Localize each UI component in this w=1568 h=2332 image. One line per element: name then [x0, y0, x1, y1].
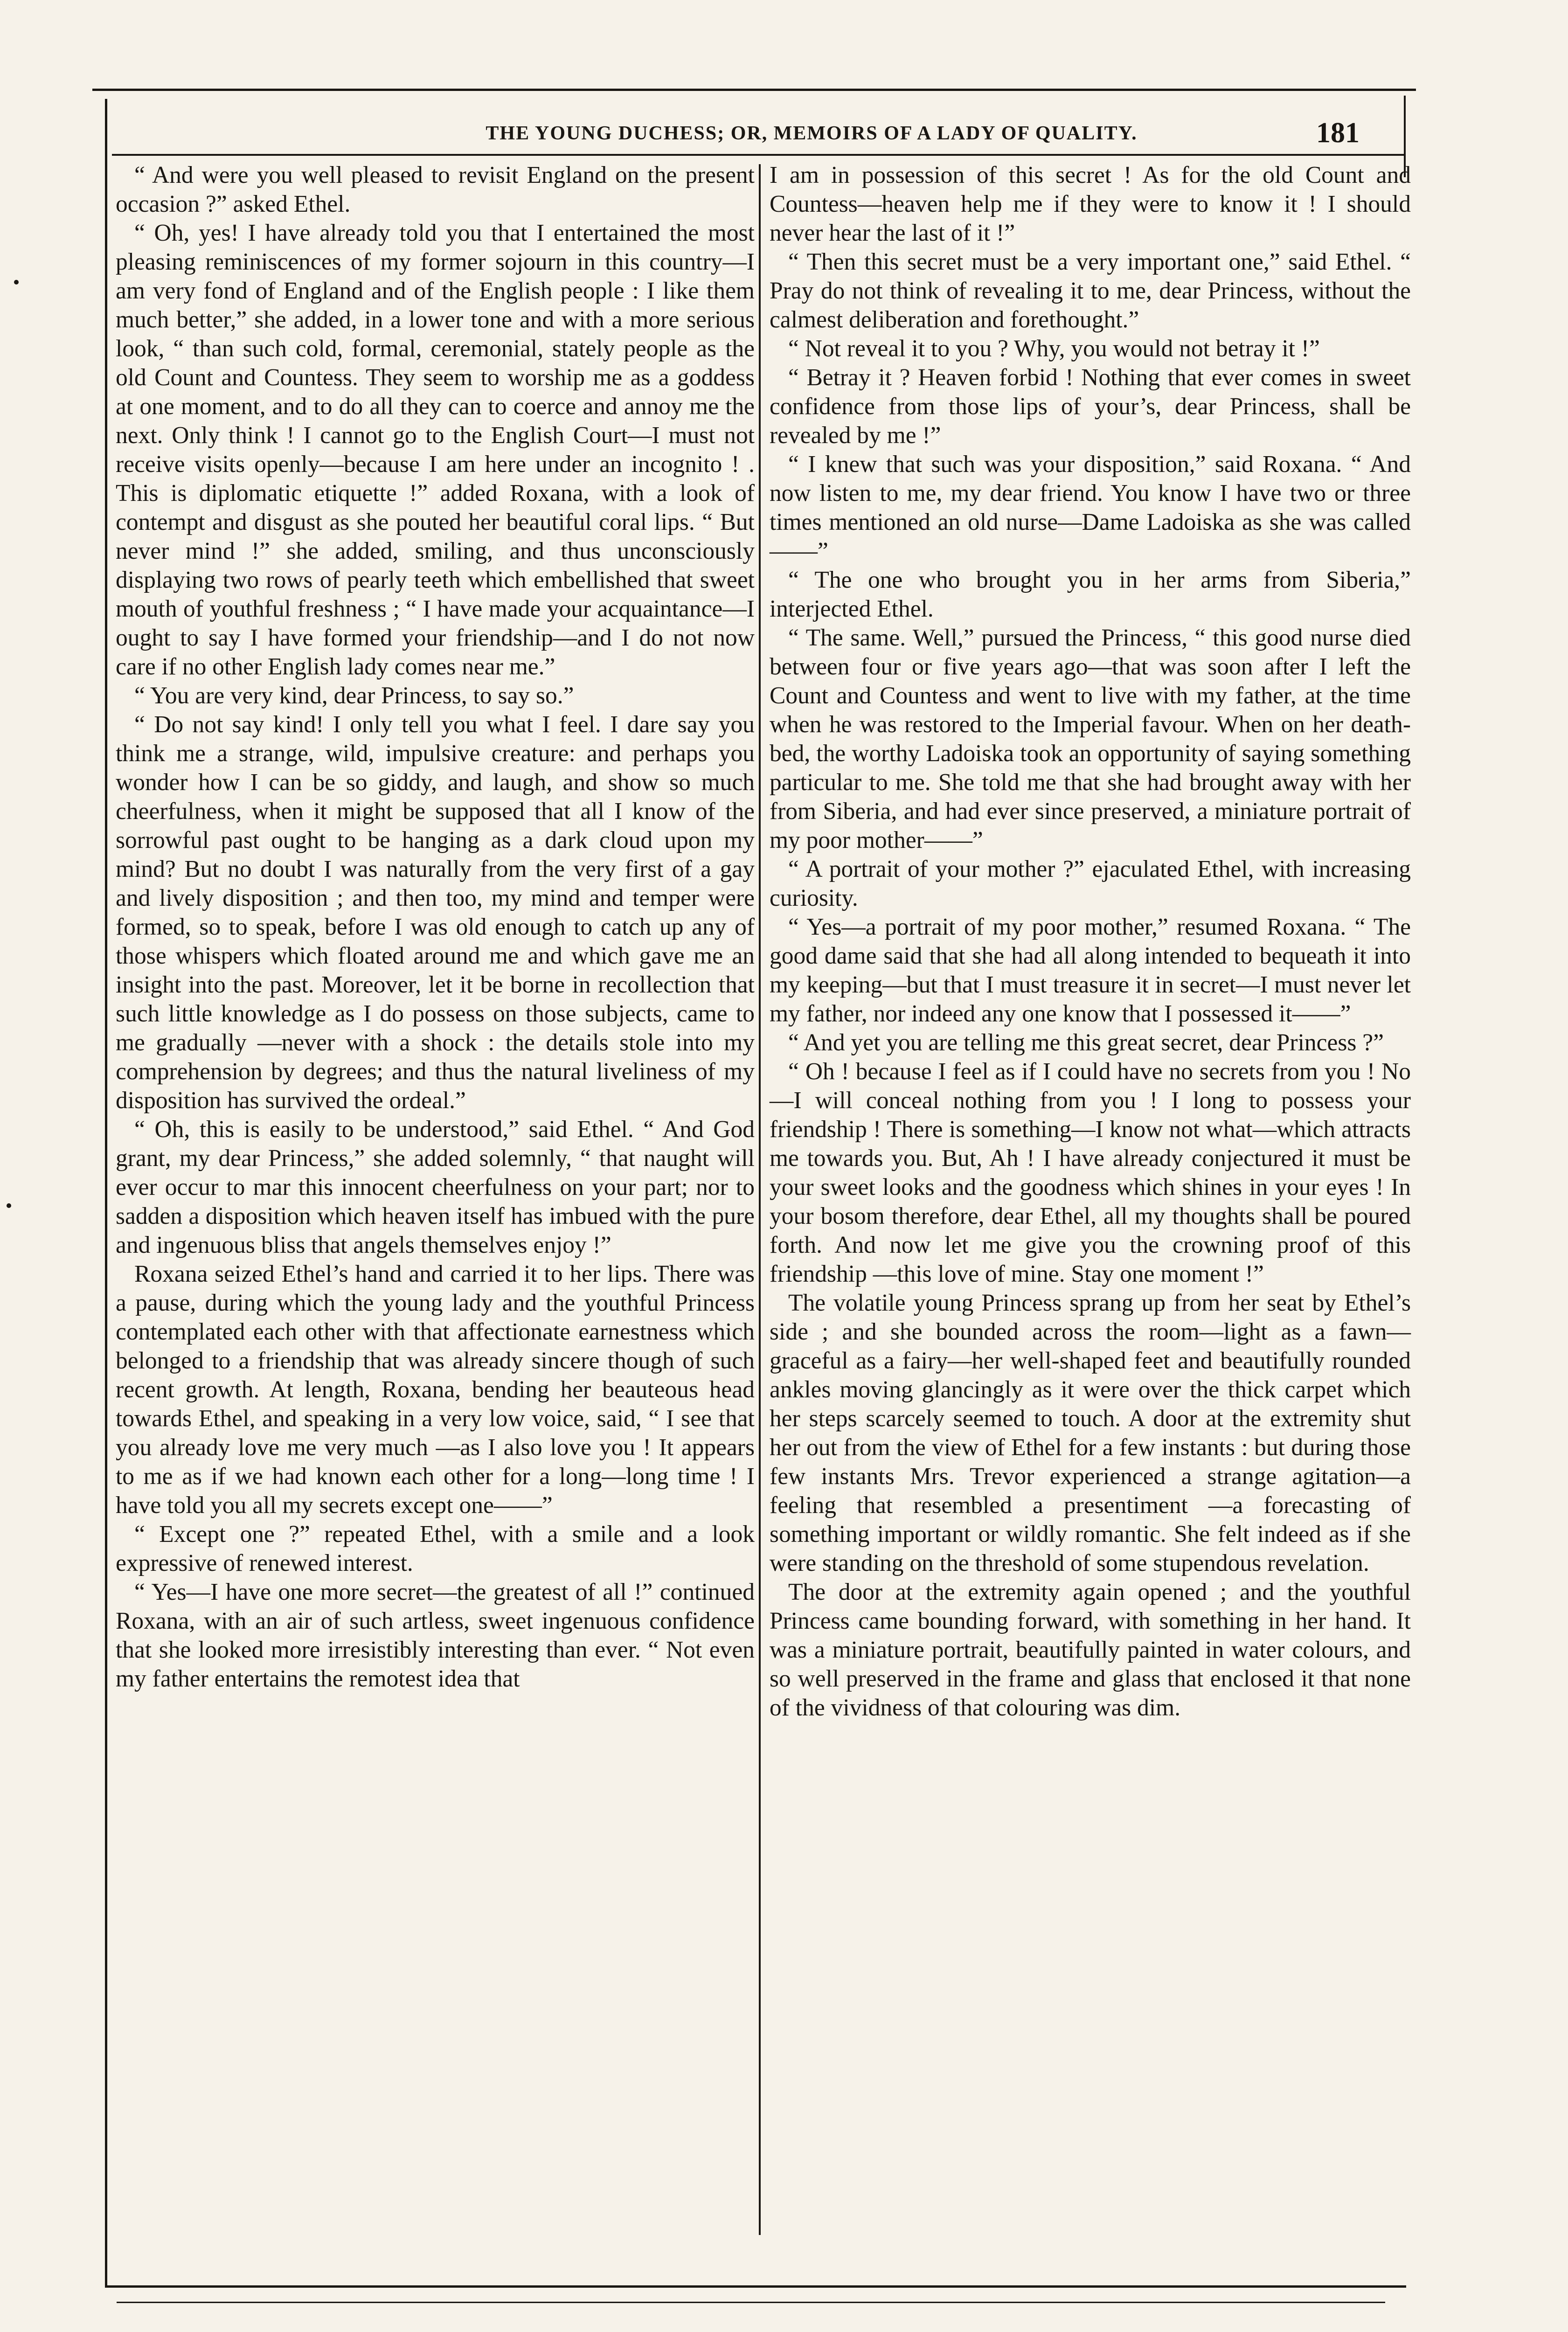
paragraph: “ Then this secret must be a very important one,” said Ethel. “ Pray do not think of revealing it to me, dear Princess, without the calmest deliberation and forethought.”	[770, 249, 1411, 333]
paragraph: “ Oh, yes! I have already told you that I entertained the most pleasing reminiscences of my former sojourn in this country—I am very fond of England and of the English people : I like them much better,” she added, in a lower tone and with a more serious look, “ than such cold, formal, ceremonial, stately people as the old Count and Countess. They seem to worship me as a goddess at one moment, and to do all they can to coerce and annoy me the next. Only think ! I cannot go to the English Court—I must not receive visits openly—because I am here under an incognito ! . This is diplomatic etiquette !” added Roxana, with a look of contempt and disgust as she pouted her beautiful coral lips. “ But never mind !” she added, smiling, and thus unconsciously displaying two rows of pearly teeth which embellished that sweet mouth of youthful freshness ; “ I have made your acquaintance—I ought to say I have formed your friendship—and I do not now care if no other English lady comes near me.”	[116, 220, 755, 680]
paragraph: “ The one who brought you in her arms from Siberia,” interjected Ethel.	[770, 567, 1411, 622]
paragraph: The volatile young Princess sprang up from her seat by Ethel’s side ; and she bounded across the room—light as a fawn—graceful as a fairy—her well-shaped feet and beautifully rounded ankles moving glancingly as it were over the thick carpet which her steps scarcely seemed to touch. A door at the extremity shut her out from the view of Ethel for a few instants : but during those few instants Mrs. Trevor experienced a strange agitation—a feeling that resembled a presentiment —a forecasting of something important or wildly romantic. She felt indeed as if she were standing on the threshold of some stupendous revelation.	[770, 1290, 1411, 1576]
paragraph: “ And yet you are telling me this great secret, dear Princess ?”	[788, 1029, 1384, 1056]
running-head: THE YOUNG DUCHESS; OR, MEMOIRS OF A LADY OF QUALITY.	[486, 123, 1138, 144]
paragraph: “ Do not say kind! I only tell you what I feel. I dare say you think me a strange, wild, impulsive creature: and perhaps you wonder how I can be so giddy, and laugh, and show so much cheerfulness, when it might be supposed that all I know of the sorrowful past ought to be hanging as a dark cloud upon my mind? But no doubt I was naturally from the very first of a gay and lively disposition ; and then too, my mind and temper were formed, so to speak, before I was old enough to catch up any of those whispers which floated around me and which gave me an insight into the past. Moreover, let it be borne in recollection that such little knowledge as I do possess on those subjects, came to me gradually —never with a shock : the details stole into my comprehension by degrees; and thus the natural liveliness of my disposition has survived the ordeal.”	[116, 711, 755, 1114]
paragraph: “ Not reveal it to you ? Why, you would not betray it !”	[788, 335, 1320, 362]
paragraph: “ Betray it ? Heaven forbid ! Nothing that ever comes in sweet confidence from those lips of your’s, dear Princess, shall be revealed by me !”	[770, 364, 1411, 449]
left-column	[116, 161, 755, 1693]
paragraph: “ Except one ?” repeated Ethel, with a smile and a look expressive of renewed interest.	[116, 1521, 755, 1576]
right-column	[770, 161, 1411, 1722]
column-divider	[759, 164, 761, 2235]
left-border-rule	[105, 99, 107, 2286]
ink-speck	[7, 1203, 11, 1208]
paragraph: “ Yes—I have one more secret—the greatest of all !” continued Roxana, with an air of such artless, sweet ingenuous confidence that she looked more irresistibly interesting than ever. “ Not even my father entertains the remotest idea that	[116, 1579, 755, 1692]
paragraph: “ Yes—a portrait of my poor mother,” resumed Roxana. “ The good dame said that she had all along intended to bequeath it into my keeping—but that I must treasure it in secret—I must never let my father, nor indeed any one know that I possessed it——”	[770, 914, 1411, 1027]
paragraph: The door at the extremity again opened ; and the youthful Princess came bounding forward, with something in her hand. It was a miniature portrait, beautifully painted in water colours, and so well preserved in the frame and glass that enclosed it that none of the vividness of that colouring was dim.	[770, 1579, 1411, 1721]
page-header	[112, 112, 1404, 154]
paragraph: “ You are very kind, dear Princess, to say so.”	[134, 682, 574, 709]
paragraph: “ Oh, this is easily to be understood,” said Ethel. “ And God grant, my dear Princess,” she added solemnly, “ that naught will ever occur to mar this innocent cheerfulness on your part; nor to sadden a disposition which heaven itself has imbued with the pure and ingenuous bliss that angels themselves enjoy !”	[116, 1116, 755, 1258]
paragraph: “ And were you well pleased to revisit England on the present occasion ?” asked Ethel.	[116, 162, 755, 217]
paragraph-continued: I am in possession of this secret ! As for the old Count and Countess—heaven help me if they were to know it ! I should never hear the last of it !”	[770, 162, 1411, 246]
paragraph: “ I knew that such was your disposition,” said Roxana. “ And now listen to me, my dear friend. You know I have two or three times mentioned an old nurse—Dame Ladoiska as she was called——”	[770, 451, 1411, 564]
paragraph: “ Oh ! because I feel as if I could have no secrets from you ! No—I will conceal nothing from you ! I long to possess your friendship ! There is something—I know not what—which attracts me towards you. But, Ah ! I have already conjectured it must be your sweet looks and the goodness which shines in your eyes ! In your bosom therefore, dear Ethel, all my thoughts shall be poured forth. And now let me give you the crowning proof of this friendship —this love of mine. Stay one moment !”	[770, 1058, 1411, 1287]
paragraph: “ A portrait of your mother ?” ejaculated Ethel, with increasing curiosity.	[770, 856, 1411, 911]
ink-speck	[14, 280, 19, 285]
page-number: 181	[1316, 117, 1360, 149]
paragraph: “ The same. Well,” pursued the Princess, “ this good nurse died between four or five years ago—that was soon after I left the Count and Countess and went to live with my father, at the time when he was restored to the Imperial favour. When on her death-bed, the worthy Ladoiska took an opportunity of saying something particular to me. She told me that she had brought away with her from Siberia, and had ever since preserved, a miniature portrait of my poor mother——”	[770, 625, 1411, 854]
paragraph: Roxana seized Ethel’s hand and carried it to her lips. There was a pause, during which the young lady and the youthful Princess contemplated each other with that affectionate earnestness which belonged to a friendship that was already sincere though of such recent growth. At length, Roxana, bending her beauteous head towards Ethel, and speaking in a very low voice, said, “ I see that you already love me very much —as I also love you ! It appears to me as if we had known each other for a long—long time ! I have told you all my secrets except one——”	[116, 1261, 755, 1519]
bottom-double-rule	[117, 2302, 1385, 2303]
bottom-border-rule	[105, 2285, 1406, 2288]
header-rule	[112, 154, 1404, 156]
